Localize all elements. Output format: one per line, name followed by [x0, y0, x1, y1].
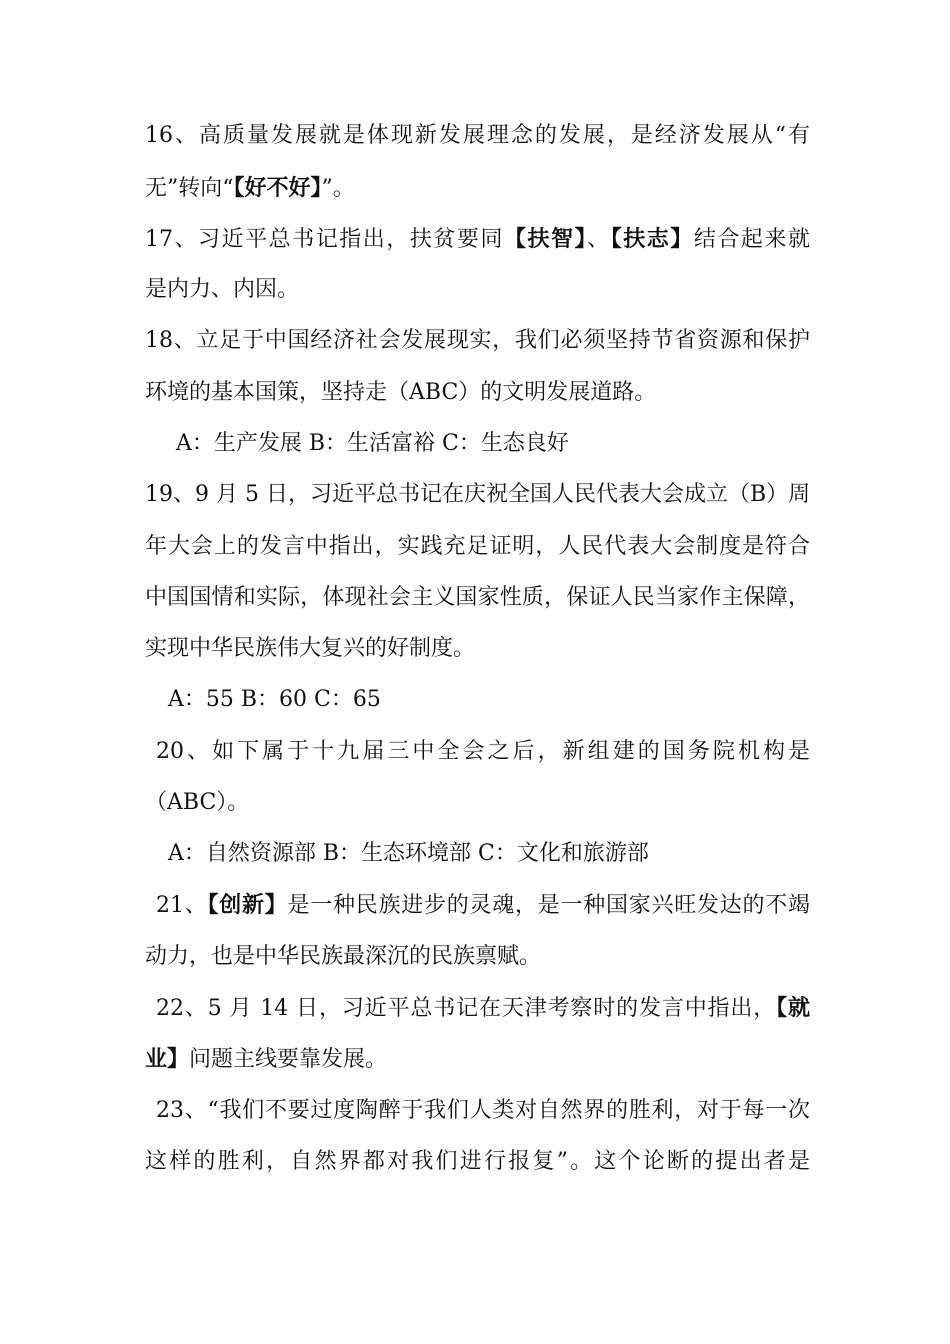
q18-options: A：生产发展 B：生活富裕 C：生态良好	[176, 431, 569, 456]
q16-line2: 无”转向“【好不好】”。	[145, 175, 355, 201]
answer-highlight: 【就	[776, 995, 810, 1021]
q16-line1: 16、高质量发展就是体现新发展理念的发展，是经济发展从“有	[145, 123, 810, 148]
q17-line2: 是内力、内因。	[145, 277, 300, 302]
answer-highlight: 业】	[145, 1046, 190, 1072]
q23-line2: 这样的胜利，自然界都对我们进行报复”。这个论断的提出者是	[145, 1149, 810, 1174]
q19-line4: 实现中华民族伟大复兴的好制度。	[145, 636, 476, 661]
q22-line1: 22、5 月 14 日，习近平总书记在天津考察时的发言中指出，【就	[156, 995, 810, 1021]
q18-line1: 18、立足于中国经济社会发展现实，我们必须坚持节省资源和保护	[145, 328, 810, 353]
q19-line2: 年大会上的发言中指出，实践充足证明，人民代表大会制度是符合	[145, 534, 810, 559]
q23-line1: 23、“我们不要过度陶醉于我们人类对自然界的胜利，对于每一次	[156, 1098, 810, 1123]
q20-line2: （ABC）。	[145, 790, 250, 815]
q20-options: A：自然资源部 B：生态环境部 C：文化和旅游部	[168, 841, 649, 866]
q19-options: A：55 B：60 C：65	[168, 687, 381, 712]
q17-line1: 17、习近平总书记指出，扶贫要同【扶智】、【扶志】结合起来就	[145, 226, 810, 252]
q18-line2: 环境的基本国策，坚持走（ABC）的文明发展道路。	[145, 380, 657, 405]
q20-line1: 20、如下属于十九届三中全会之后，新组建的国务院机构是	[156, 739, 810, 764]
q19-line1: 19、9 月 5 日，习近平总书记在庆祝全国人民代表大会成立（B）周	[145, 482, 811, 507]
q21-line1: 21、【创新】是一种民族进步的灵魂，是一种国家兴旺发达的不竭	[156, 892, 810, 918]
q22-line2: 业】问题主线要靠发展。	[145, 1046, 388, 1072]
q19-line3: 中国国情和实际，体现社会主义国家性质，保证人民当家作主保障，	[145, 585, 810, 610]
q21-line2: 动力，也是中华民族最深沉的民族禀赋。	[145, 944, 542, 969]
answer-highlight: 【创新】	[207, 892, 288, 918]
answer-highlight: 【扶智】	[504, 226, 588, 252]
answer-highlight: 【扶志】	[610, 226, 694, 252]
answer-highlight: 【好不好】	[233, 175, 322, 201]
